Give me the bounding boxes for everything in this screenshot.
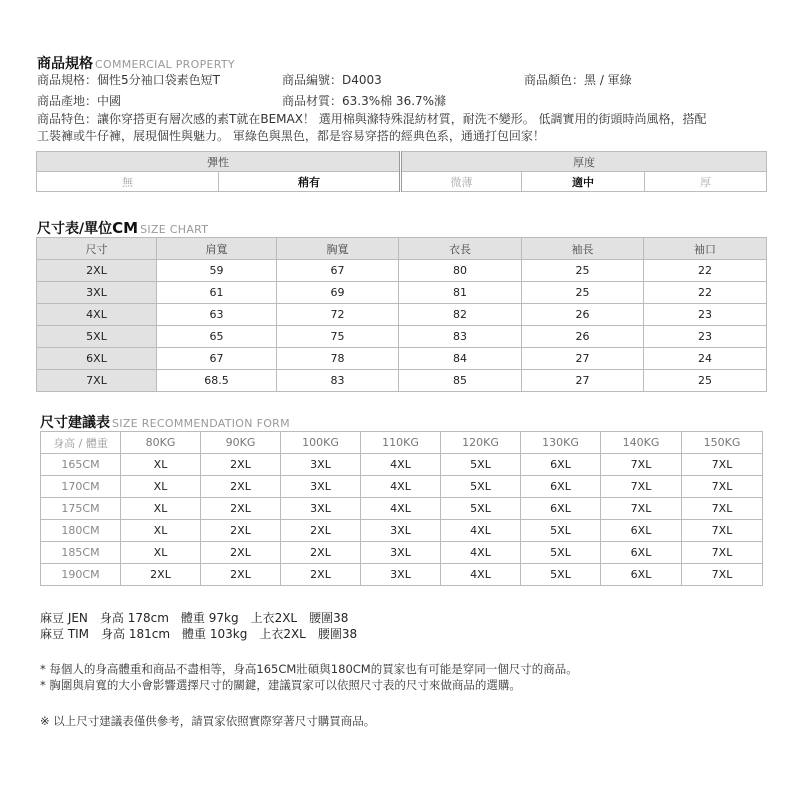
notes xyxy=(40,661,578,693)
recommended-size-cell: 7XL xyxy=(601,454,682,476)
measurement-cell: 22 xyxy=(644,282,767,304)
recommended-size-cell: 7XL xyxy=(682,454,763,476)
measurement-cell: 85 xyxy=(399,370,522,392)
measurement-cell: 25 xyxy=(522,260,644,282)
recommended-size-cell: 3XL xyxy=(361,520,441,542)
product-code: 商品編號：D4003 xyxy=(282,73,382,87)
note-2: * 胸圍與肩寬的大小會影響選擇尺寸的關鍵，建議買家可以依照尺寸表的尺寸來做商品的選購。 xyxy=(40,678,521,692)
table-row xyxy=(37,348,767,370)
elasticity-header: 彈性 xyxy=(37,152,401,172)
size-chart-header-cell: 衣長 xyxy=(399,238,522,260)
measurement-cell: 61 xyxy=(157,282,277,304)
recommended-size-cell: 6XL xyxy=(601,542,682,564)
recommended-size-cell: XL xyxy=(121,542,201,564)
recommended-size-cell: XL xyxy=(121,476,201,498)
measurement-cell: 22 xyxy=(644,260,767,282)
recommended-size-cell: 2XL xyxy=(201,542,281,564)
size-chart-header-cell: 袖長 xyxy=(522,238,644,260)
recommended-size-cell: 4XL xyxy=(441,542,521,564)
table-row xyxy=(37,326,767,348)
recommended-size-cell: 2XL xyxy=(201,454,281,476)
thickness-option-thin: 微薄 xyxy=(401,172,522,192)
weight-header-cell: 80KG xyxy=(121,432,201,454)
recommended-size-cell: 5XL xyxy=(441,476,521,498)
recommended-size-cell: 5XL xyxy=(521,520,601,542)
product-origin: 商品產地：中國 xyxy=(37,94,122,108)
recommended-size-cell: 2XL xyxy=(121,564,201,586)
recommendation-table xyxy=(40,431,763,586)
recommended-size-cell: 7XL xyxy=(682,564,763,586)
measurement-cell: 26 xyxy=(522,326,644,348)
fabric-table xyxy=(36,151,767,192)
note-1: * 每個人的身高體重和商品不盡相等，身高165CM壯碩與180CM的買家也有可能是穿同一個尺寸的商品。 xyxy=(40,662,578,676)
measurement-cell: 26 xyxy=(522,304,644,326)
recommended-size-cell: 4XL xyxy=(361,498,441,520)
weight-header-cell: 120KG xyxy=(441,432,521,454)
measurement-cell: 25 xyxy=(522,282,644,304)
recommended-size-cell: 4XL xyxy=(361,454,441,476)
table-row xyxy=(41,564,763,586)
table-row xyxy=(37,282,767,304)
recommended-size-cell: 3XL xyxy=(281,454,361,476)
measurement-cell: 68.5 xyxy=(157,370,277,392)
measurement-cell: 67 xyxy=(157,348,277,370)
recommended-size-cell: 7XL xyxy=(682,520,763,542)
recommended-size-cell: 5XL xyxy=(441,454,521,476)
model-info xyxy=(40,610,357,642)
height-label-cell: 170CM xyxy=(41,476,121,498)
thickness-option-medium: 適中 xyxy=(522,172,645,192)
recommended-size-cell: 4XL xyxy=(361,476,441,498)
size-chart-header-cell: 肩寬 xyxy=(157,238,277,260)
recommended-size-cell: 6XL xyxy=(521,454,601,476)
size-chart-title-en: SIZE CHART xyxy=(140,223,209,236)
recommended-size-cell: 2XL xyxy=(281,542,361,564)
recommended-size-cell: 2XL xyxy=(201,520,281,542)
recommended-size-cell: 2XL xyxy=(201,564,281,586)
elasticity-option-none: 無 xyxy=(37,172,219,192)
recommendation-title-en: SIZE RECOMMENDATION FORM xyxy=(112,417,290,430)
weight-header-cell: 140KG xyxy=(601,432,682,454)
weight-header-cell: 90KG xyxy=(201,432,281,454)
recommended-size-cell: 3XL xyxy=(361,542,441,564)
recommended-size-cell: 7XL xyxy=(682,542,763,564)
height-label-cell: 175CM xyxy=(41,498,121,520)
spec-section-title xyxy=(37,53,235,73)
weight-header-cell: 100KG xyxy=(281,432,361,454)
size-label-cell: 2XL xyxy=(37,260,157,282)
table-row xyxy=(37,304,767,326)
size-label-cell: 5XL xyxy=(37,326,157,348)
table-row xyxy=(41,520,763,542)
measurement-cell: 82 xyxy=(399,304,522,326)
thickness-option-thick: 厚 xyxy=(645,172,767,192)
height-label-cell: 180CM xyxy=(41,520,121,542)
size-chart-unit: CM xyxy=(112,219,139,237)
measurement-cell: 75 xyxy=(277,326,399,348)
measurement-cell: 81 xyxy=(399,282,522,304)
recommended-size-cell: 3XL xyxy=(281,498,361,520)
measurement-cell: 25 xyxy=(644,370,767,392)
spec-title-en: COMMERCIAL PROPERTY xyxy=(95,58,235,71)
measurement-cell: 83 xyxy=(399,326,522,348)
measurement-cell: 23 xyxy=(644,326,767,348)
model-tim: 麻豆 TIM 身高 181cm 體重 103kg 上衣2XL 腰圍38 xyxy=(40,627,358,641)
measurement-cell: 72 xyxy=(277,304,399,326)
height-label-cell: 185CM xyxy=(41,542,121,564)
product-color: 商品顏色：黑 / 軍綠 xyxy=(524,73,632,87)
size-label-cell: 4XL xyxy=(37,304,157,326)
height-label-cell: 165CM xyxy=(41,454,121,476)
weight-header-cell: 130KG xyxy=(521,432,601,454)
recommended-size-cell: 7XL xyxy=(682,476,763,498)
table-row xyxy=(37,260,767,282)
recommendation-title-text: 尺寸建議表 xyxy=(40,415,110,431)
table-row xyxy=(41,476,763,498)
recommended-size-cell: 7XL xyxy=(601,498,682,520)
recommended-size-cell: 6XL xyxy=(601,564,682,586)
product-features xyxy=(37,111,767,145)
measurement-cell: 83 xyxy=(277,370,399,392)
measurement-cell: 59 xyxy=(157,260,277,282)
measurement-cell: 23 xyxy=(644,304,767,326)
recommended-size-cell: 5XL xyxy=(521,542,601,564)
recommended-size-cell: 6XL xyxy=(521,476,601,498)
size-label-cell: 3XL xyxy=(37,282,157,304)
table-row xyxy=(41,498,763,520)
size-label-cell: 7XL xyxy=(37,370,157,392)
size-chart-header-cell: 袖口 xyxy=(644,238,767,260)
table-row xyxy=(37,370,767,392)
measurement-cell: 63 xyxy=(157,304,277,326)
recommended-size-cell: 2XL xyxy=(201,476,281,498)
measurement-cell: 69 xyxy=(277,282,399,304)
recommended-size-cell: 5XL xyxy=(441,498,521,520)
weight-header-cell: 150KG xyxy=(682,432,763,454)
table-row xyxy=(41,542,763,564)
size-chart-title-text: 尺寸表/單位 xyxy=(37,221,113,237)
recommended-size-cell: 2XL xyxy=(281,520,361,542)
measurement-cell: 67 xyxy=(277,260,399,282)
height-label-cell: 190CM xyxy=(41,564,121,586)
recommended-size-cell: 5XL xyxy=(521,564,601,586)
height-weight-corner: 身高 / 體重 xyxy=(41,432,121,454)
feature-line-2: 工裝褲或牛仔褲，展現個性與魅力。 軍綠色與黑色，都是容易穿搭的經典色系，通通打包回家！ xyxy=(37,129,545,143)
recommended-size-cell: XL xyxy=(121,498,201,520)
elasticity-option-slight: 稍有 xyxy=(219,172,401,192)
recommended-size-cell: 4XL xyxy=(441,564,521,586)
recommendation-title xyxy=(40,412,290,432)
size-chart-title xyxy=(37,218,208,238)
measurement-cell: 84 xyxy=(399,348,522,370)
table-row xyxy=(41,454,763,476)
product-name: 商品規格：個性5分袖口袋素色短T xyxy=(37,73,220,87)
recommended-size-cell: 7XL xyxy=(601,476,682,498)
disclaimer: ※ 以上尺寸建議表僅供參考，請買家依照實際穿著尺寸購買商品。 xyxy=(40,714,376,728)
measurement-cell: 65 xyxy=(157,326,277,348)
size-chart-header-cell: 尺寸 xyxy=(37,238,157,260)
size-chart-table xyxy=(36,237,767,392)
measurement-cell: 80 xyxy=(399,260,522,282)
size-chart-header-cell: 胸寬 xyxy=(277,238,399,260)
recommended-size-cell: 2XL xyxy=(281,564,361,586)
feature-line-1: 商品特色：讓你穿搭更有層次感的素T就在BEMAX！ 選用棉與滌特殊混紡材質，耐洗不變形。 低調實用的街頭時尚風格，搭配 xyxy=(37,112,707,126)
recommended-size-cell: 4XL xyxy=(441,520,521,542)
measurement-cell: 27 xyxy=(522,370,644,392)
spec-title: 商品規格 xyxy=(37,56,93,72)
measurement-cell: 78 xyxy=(277,348,399,370)
weight-header-cell: 110KG xyxy=(361,432,441,454)
measurement-cell: 27 xyxy=(522,348,644,370)
recommended-size-cell: 3XL xyxy=(361,564,441,586)
recommended-size-cell: 6XL xyxy=(521,498,601,520)
thickness-header: 厚度 xyxy=(401,152,767,172)
recommended-size-cell: 6XL xyxy=(601,520,682,542)
size-label-cell: 6XL xyxy=(37,348,157,370)
recommended-size-cell: 2XL xyxy=(201,498,281,520)
recommended-size-cell: XL xyxy=(121,454,201,476)
recommended-size-cell: 7XL xyxy=(682,498,763,520)
model-jen: 麻豆 JEN 身高 178cm 體重 97kg 上衣2XL 腰圍38 xyxy=(40,611,349,625)
recommended-size-cell: 3XL xyxy=(281,476,361,498)
recommended-size-cell: XL xyxy=(121,520,201,542)
product-material: 商品材質：63.3%棉 36.7%滌 xyxy=(282,94,447,108)
measurement-cell: 24 xyxy=(644,348,767,370)
